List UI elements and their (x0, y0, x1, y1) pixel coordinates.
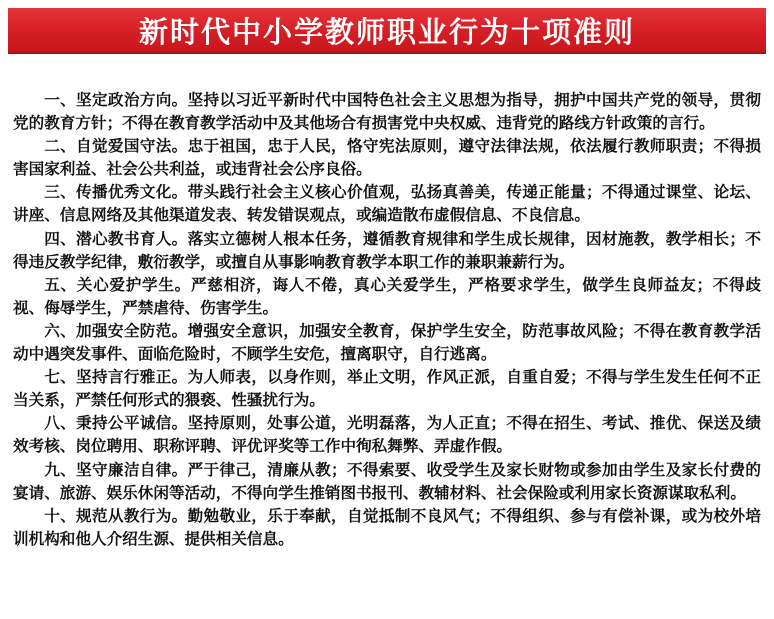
article-5: 五、关心爱护学生。严慈相济，诲人不倦，真心关爱学生，严格要求学生，做学生良师益友；不得歧视、侮辱学生，严禁虐待、伤害学生。 (13, 275, 761, 317)
article-1: 一、坚定政治方向。坚持以习近平新时代中国特色社会主义思想为指导，拥护中国共产党的领导，贯彻党的教育方针；不得在教育教学活动中及其他场合有损害党中央权威、违背党的路线方针政策的言行。 (13, 91, 761, 133)
title-banner (8, 8, 766, 54)
page-title: 新时代中小学教师职业行为十项准则 (138, 14, 635, 49)
article-9: 九、坚守廉洁自律。严于律己，清廉从教；不得索要、收受学生及家长财物或参加由学生及家长付费的宴请、旅游、娱乐休闲等活动，不得向学生推销图书报刊、教辅材料、社会保险或利用家长资源谋取私利。 (13, 460, 761, 502)
article-7: 七、坚持言行雅正。为人师表，以身作则，举止文明，作风正派，自重自爱；不得与学生发生任何不正当关系，严禁任何形式的猥亵、性骚扰行为。 (13, 368, 761, 410)
article-list (13, 89, 761, 551)
article-2: 二、自觉爱国守法。忠于祖国，忠于人民，恪守宪法原则，遵守法律法规，依法履行教师职责；不得损害国家利益、社会公共利益，或违背社会公序良俗。 (13, 137, 761, 179)
article-6: 六、加强安全防范。增强安全意识，加强安全教育，保护学生安全，防范事故风险；不得在教育教学活动中遇突发事件、面临危险时，不顾学生安危，擅离职守，自行逃离。 (13, 321, 761, 364)
article-8: 八、秉持公平诚信。坚持原则，处事公道，光明磊落，为人正直；不得在招生、考试、推优、保送及绩效考核、岗位聘用、职称评聘、评优评奖等工作中徇私舞弊、弄虚作假。 (13, 414, 761, 456)
article-10: 十、规范从教行为。勤勉敬业，乐于奉献，自觉抵制不良风气；不得组织、参与有偿补课，或为校外培训机构和他人介绍生源、提供相关信息。 (13, 506, 761, 548)
article-3: 三、传播优秀文化。带头践行社会主义核心价值观，弘扬真善美，传递正能量；不得通过课堂、论坛、讲座、信息网络及其他渠道发表、转发错误观点，或编造散布虚假信息、不良信息。 (13, 183, 761, 225)
article-4: 四、潜心教书育人。落实立德树人根本任务，遵循教育规律和学生成长规律，因材施教，教学相长；不得违反教学纪律，敷衍教学，或擅自从事影响教育教学本职工作的兼职兼薪行为。 (13, 229, 761, 271)
